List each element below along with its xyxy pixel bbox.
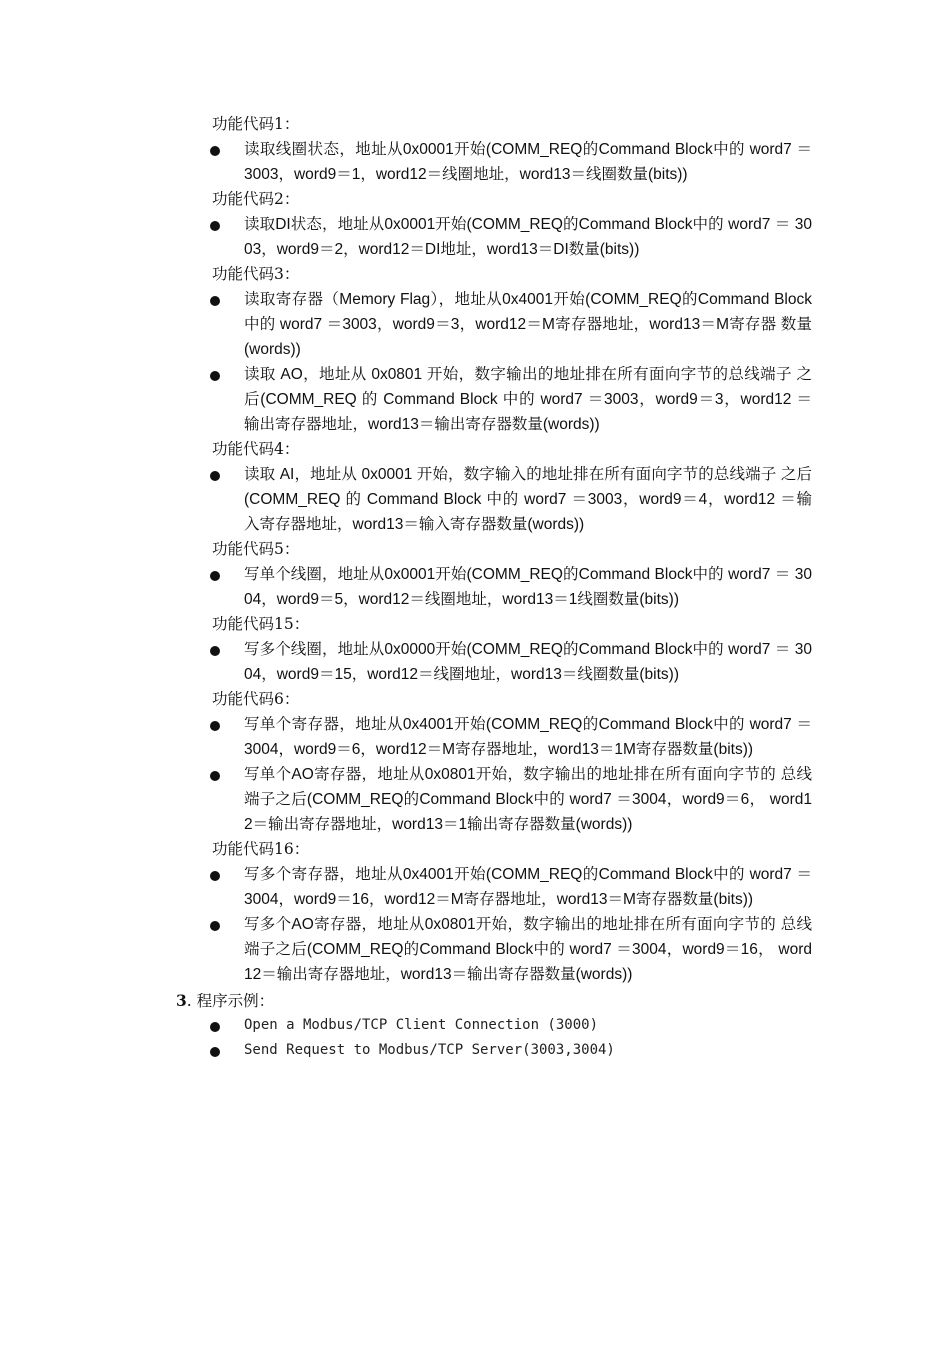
list-item xyxy=(244,712,812,762)
list-item-text: Open a Modbus/TCP Client Connection (3000) xyxy=(244,1017,599,1033)
bullet-icon xyxy=(210,221,220,231)
bullet-icon xyxy=(210,296,220,306)
bullet-icon xyxy=(210,1047,220,1057)
bullet-icon xyxy=(210,471,220,481)
bullet-icon xyxy=(210,371,220,381)
list-item-text: 写多个线圈，地址从0x0000开始(COMM_REQ的Command Block中的 word7 ＝ 3004，word9＝15，word12＝线圈地址，word13＝线圈数量(bits)) xyxy=(244,641,812,683)
list-item-text: 写单个寄存器，地址从0x4001开始(COMM_REQ的Command Block中的 word7 ＝3004，word9＝6，word12＝M寄存器地址，word13＝1M寄存器数量(bits)) xyxy=(244,716,812,758)
bullet-icon xyxy=(210,1022,220,1032)
document-content xyxy=(0,112,950,1063)
bullet-icon xyxy=(210,921,220,931)
bullet-icon xyxy=(210,871,220,881)
bullet-icon xyxy=(210,571,220,581)
list-item xyxy=(244,862,812,912)
list-item-text: 读取寄存器（Memory Flag），地址从0x4001开始(COMM_REQ的Command Block 中的 word7 ＝3003，word9＝3，word12＝M寄存器地址，word13＝M寄存器 数量(words)) xyxy=(244,291,812,358)
list-item-text: 写多个AO寄存器，地址从0x0801开始，数字输出的地址排在所有面向字节的 总线端子之后(COMM_REQ的Command Block中的 word7 ＝3004，word9＝16， word12＝输出寄存器地址，word13＝输出寄存器数量(words)) xyxy=(244,916,812,983)
list-item xyxy=(244,912,812,987)
list-item-text: 读取DI状态，地址从0x0001开始(COMM_REQ的Command Block中的 word7 ＝ 3003，word9＝2，word12＝DI地址，word13＝DI数量(bits)) xyxy=(244,216,812,258)
list-item xyxy=(244,137,812,187)
list-item xyxy=(244,1038,812,1063)
list-item-text: 写单个线圈，地址从0x0001开始(COMM_REQ的Command Block中的 word7 ＝ 3004，word9＝5，word12＝线圈地址，word13＝1线圈数量(bits)) xyxy=(244,566,812,608)
bullet-icon xyxy=(210,146,220,156)
function-code-heading: 功能代码1： xyxy=(212,115,300,133)
list-item xyxy=(244,462,812,537)
function-code-heading: 功能代码15： xyxy=(212,615,310,633)
function-code-heading: 功能代码16： xyxy=(212,840,310,858)
bullet-icon xyxy=(210,771,220,781)
section-number: 3 xyxy=(176,991,187,1010)
bullet-icon xyxy=(210,721,220,731)
function-code-heading: 功能代码4： xyxy=(212,440,300,458)
list-item-text: Send Request to Modbus/TCP Server(3003,3004) xyxy=(244,1042,615,1058)
list-item-text: 写单个AO寄存器，地址从0x0801开始，数字输出的地址排在所有面向字节的 总线端子之后(COMM_REQ的Command Block中的 word7 ＝3004，word9＝6， word12＝输出寄存器地址，word13＝1输出寄存器数量(words)) xyxy=(244,766,812,833)
function-code-heading: 功能代码5： xyxy=(212,540,300,558)
list-item-text: 读取线圈状态，地址从0x0001开始(COMM_REQ的Command Block中的 word7 ＝3003，word9＝1，word12＝线圈地址，word13＝线圈数量(bits)) xyxy=(244,141,812,183)
section-title: . 程序示例： xyxy=(186,992,275,1010)
bullet-icon xyxy=(210,646,220,656)
section-heading xyxy=(176,988,950,1013)
list-item xyxy=(244,212,812,262)
list-item xyxy=(244,287,812,362)
list-item xyxy=(244,762,812,837)
list-item xyxy=(244,637,812,687)
list-item-text: 读取 AO，地址从 0x0801 开始，数字输出的地址排在所有面向字节的总线端子 之后(COMM_REQ 的 Command Block 中的 word7 ＝3003，word9＝3，word12 ＝输出寄存器地址，word13＝输出寄存器数量(words)) xyxy=(244,366,812,433)
list-item xyxy=(244,562,812,612)
list-item xyxy=(244,1013,812,1038)
function-code-heading: 功能代码6： xyxy=(212,690,300,708)
function-code-heading: 功能代码2： xyxy=(212,190,300,208)
list-item xyxy=(244,362,812,437)
list-item-text: 写多个寄存器，地址从0x4001开始(COMM_REQ的Command Block中的 word7 ＝3004，word9＝16，word12＝M寄存器地址，word13＝M寄存器数量(bits)) xyxy=(244,866,812,908)
list-item-text: 读取 AI，地址从 0x0001 开始，数字输入的地址排在所有面向字节的总线端子 之后(COMM_REQ 的 Command Block 中的 word7 ＝3003，word9＝4，word12 ＝输入寄存器地址，word13＝输入寄存器数量(words)) xyxy=(244,466,812,533)
function-code-heading: 功能代码3： xyxy=(212,265,300,283)
